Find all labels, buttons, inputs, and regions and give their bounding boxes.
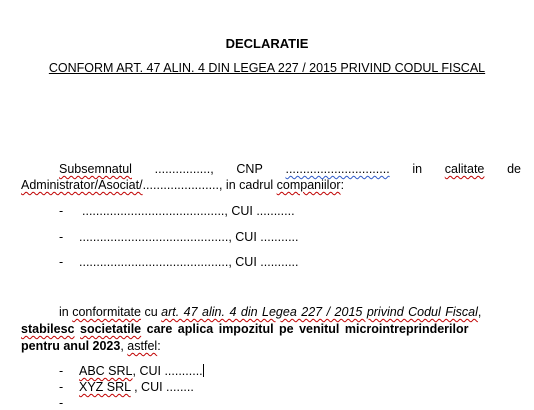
colon-2: :	[157, 339, 161, 353]
word-cu: cu	[140, 305, 162, 319]
year-text: pentru anul 2023	[21, 339, 121, 353]
word-subsemnatul: Subsemnatul	[59, 162, 132, 176]
word-de: de	[507, 162, 521, 176]
role-blank[interactable]: ......................, in cadrul	[142, 178, 277, 192]
law-reference: art. 47 alin. 4 din Legea 227 / 2015 privind Codul Fiscal	[161, 305, 478, 319]
cnp-blank[interactable]: ..............................	[285, 162, 390, 176]
word-astfel: astfel	[127, 339, 158, 353]
list-item-2[interactable]	[79, 380, 194, 394]
comma: ,	[477, 305, 482, 319]
word-in-2: in	[59, 305, 73, 319]
declarant-line-2	[21, 178, 344, 192]
list-dash-1: -	[59, 364, 64, 378]
word-cnp: CNP	[236, 162, 263, 176]
word-conformitate: conformitate	[72, 305, 141, 319]
company-line-1[interactable]: ........................................., CUI ...........	[82, 204, 295, 218]
company-line-2[interactable]: ..........................................., CUI ...........	[79, 230, 299, 244]
word-societatile: societatile	[80, 322, 142, 336]
company-abc: ABC SRL	[79, 364, 133, 378]
role-text: Administrator/Asociat/	[21, 178, 143, 192]
comma-2: ,	[120, 339, 128, 353]
word-in: in	[412, 162, 423, 176]
document-subtitle: CONFORM ART. 47 ALIN. 4 DIN LEGEA 227 / 2015 PRIVIND CODUL FISCAL	[48, 61, 486, 75]
colon: :	[340, 178, 345, 192]
company-xyz: XYZ SRL	[79, 380, 131, 394]
company-line-3[interactable]: ..........................................., CUI ...........	[79, 255, 299, 269]
declarant-line-1	[59, 162, 521, 176]
company-dash-2: -	[59, 230, 64, 244]
conformity-line-1	[59, 305, 521, 319]
word-stabilesc: stabilesc	[21, 322, 75, 336]
conformity-line-2	[21, 322, 469, 336]
list-dash-3: -	[59, 396, 64, 410]
list-dash-2: -	[59, 380, 64, 394]
cui-abc: , CUI ...........	[132, 364, 203, 378]
document-title: DECLARATIE	[225, 36, 309, 51]
name-blank[interactable]: ................,	[154, 162, 214, 176]
company-dash-1: -	[59, 204, 64, 218]
impozit-text: care aplica impozitul pe venitul microintreprinderilor	[141, 322, 469, 336]
word-calitate: calitate	[444, 162, 485, 176]
cui-xyz: , CUI ........	[130, 380, 194, 394]
list-item-1[interactable]	[79, 364, 204, 378]
text-cursor	[203, 364, 204, 377]
company-dash-3: -	[59, 255, 64, 269]
conformity-line-3	[21, 339, 161, 353]
word-companiilor: companiilor	[276, 178, 341, 192]
